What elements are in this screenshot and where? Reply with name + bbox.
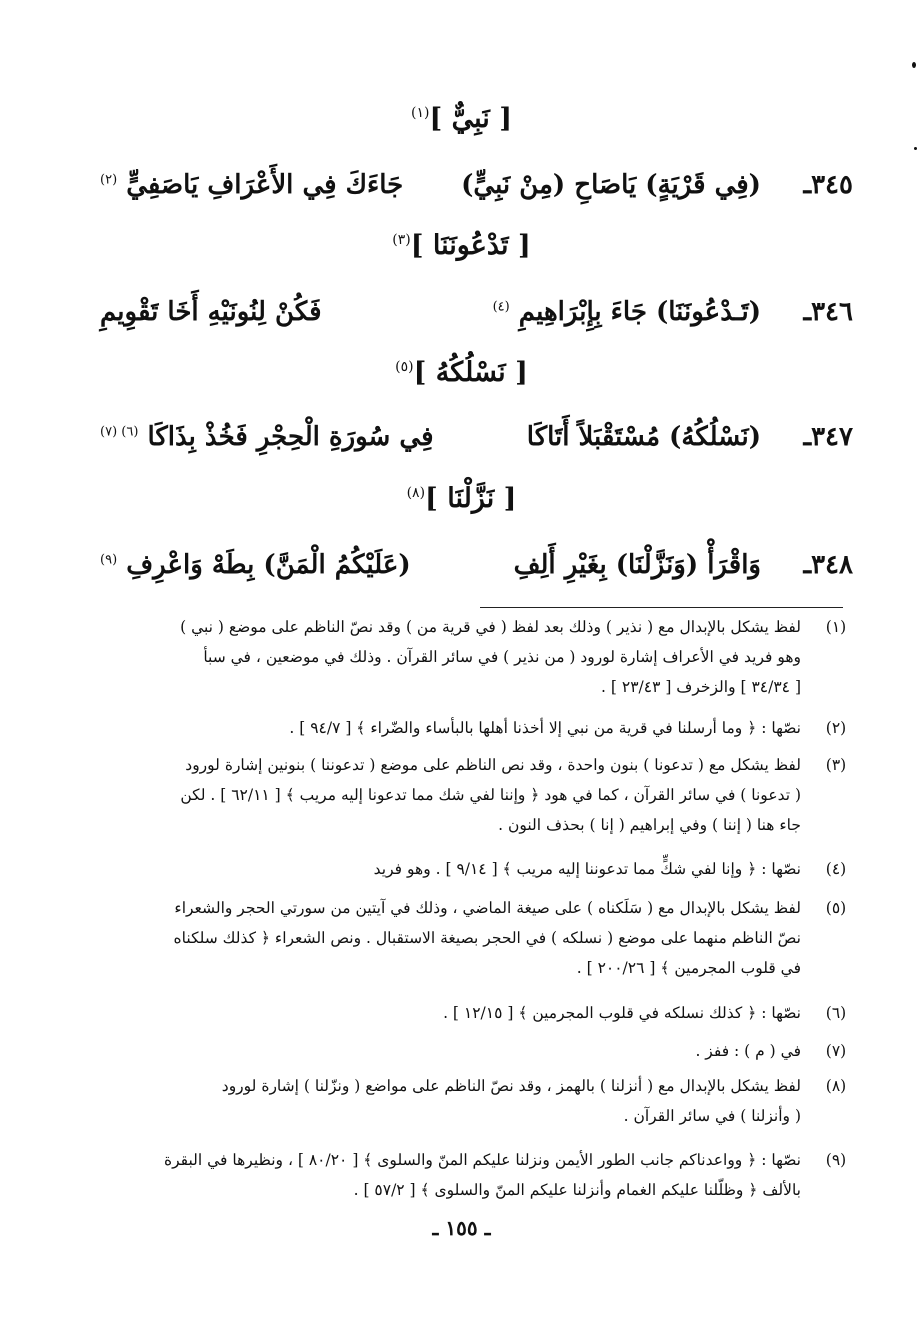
verse-second-hemistich: فِي سُورَةِ الْحِجْرِ فَخُذْ بِذَاكَا $^{(٦) (٧)}$ xyxy=(100,422,434,452)
footnote-line: في ( م ) : ففز . xyxy=(695,1042,801,1060)
footnote-ref: (٤) xyxy=(492,299,510,315)
verse-346 xyxy=(100,297,853,343)
footnote-number: (٥) xyxy=(825,899,847,917)
footnote-ref: (٣) xyxy=(392,232,411,248)
footnote-ref: (٨) xyxy=(406,485,426,501)
footnote-ref: (٩) xyxy=(100,552,118,568)
footnote-line: ( وأنزلنا ) في سائر القرآن . xyxy=(623,1107,801,1125)
footnote-line: نصّها : ﴿ وما أرسلنا في قرية من نبي إلا أخذنا أهلها بالبأساء والضّراء ﴾ [ ٩٤/٧ ] . xyxy=(289,719,801,737)
footnote-line: نصّ الناظم منهما على موضع ( نسلكه ) في الحجر بصيغة الاستقبال . ونص الشعراء ﴿ كذلك سلكناه xyxy=(173,929,801,947)
footnote-line: جاء هنا ( إننا ) وفي إبراهيم ( إنا ) بحذف النون . xyxy=(498,816,801,834)
footnote-line: نصّها : ﴿ وإنا لفي شكٍّ مما تدعوننا إليه مريب ﴾ [ ٩/١٤ ] . وهو فريد xyxy=(373,860,801,878)
footnote-text xyxy=(80,1145,801,1205)
verse-347 xyxy=(100,422,853,468)
page-number: ـ ١٥٥ ـ xyxy=(432,1216,491,1240)
footnote-text xyxy=(80,998,801,1028)
footnote-line: نصّها : ﴿ كذلك نسلكه في قلوب المجرمين ﴾ [ ١٢/١٥ ] . xyxy=(443,1004,801,1022)
footnote-text xyxy=(80,854,801,884)
verse-first-hemistich: (فِي قَرْيَةٍ) يَاصَاحِ (مِنْ نَبِيٍّ) xyxy=(461,170,761,200)
heading-nabiyy xyxy=(0,103,923,134)
footnote-number: (١) xyxy=(825,618,847,636)
footnote-line: لفظ يشكل بالإبدال مع ( نذير ) وذلك بعد لفظ ( في قرية من ) وقد نصّ الناظم على موضع ( نبي ) xyxy=(180,618,801,636)
heading-text: [ نَزَّلْنَا ] xyxy=(425,483,517,514)
footnote-number: (٦) xyxy=(825,1004,847,1022)
verse-second-hemistich: فَكُنْ لِنُونَيْهِ أَخَا تَقْوِيمِ xyxy=(100,297,322,327)
footnote-6 xyxy=(80,998,853,1028)
footnote-line: [ ٣٤/٣٤ ] والزخرف [ ٢٣/٤٣ ] . xyxy=(601,678,801,696)
verse-second-hemistich: (عَلَيْكُمُ الْمَنَّ) بِطَهْ وَاعْرِفِ $^{(٩)}$ xyxy=(100,550,411,580)
footnote-number: (٢) xyxy=(825,719,847,737)
footnote-text xyxy=(80,893,801,983)
footnote-text xyxy=(80,1036,801,1066)
heading-naslukuhu xyxy=(0,357,923,388)
footnote-ref: (٦) (٧) xyxy=(100,424,139,440)
footnote-4 xyxy=(80,854,853,884)
footnote-line: ( تدعونا ) في سائر القرآن ، كما في هود ﴿ وإننا لفي شك مما تدعونا إليه مريب ﴾ [ ٦٢/١١ ] . لكن xyxy=(180,786,801,804)
footnote-text xyxy=(80,1071,801,1131)
heading-nazzalna xyxy=(0,483,923,514)
footnote-1 xyxy=(80,612,853,702)
footnote-separator xyxy=(480,607,843,608)
heading-text: [ نَبِيٌّ ] xyxy=(429,103,512,134)
footnote-ref: (٢) xyxy=(100,172,118,188)
verse-first-hemistich: وَاقْرَأْ (وَنَزَّلْنَا) بِغَيْرِ أَلِفِ xyxy=(513,550,761,580)
verse-348 xyxy=(100,550,853,596)
verse-first-hemistich: (نَسْلُكُهُ) مُسْتَقْبَلاً أَتَاكَا xyxy=(526,422,761,452)
scan-speck xyxy=(914,147,917,150)
footnote-text xyxy=(80,612,801,702)
verse-first-hemistich: (تَـدْعُونَنَا) جَاءَ بِإِبْرَاهِيمِ $^{(٤)}$ xyxy=(492,297,761,327)
footnote-9 xyxy=(80,1145,853,1205)
verse-number: ٣٤٥ـ xyxy=(803,170,853,200)
scan-speck xyxy=(912,62,916,68)
footnote-number: (٨) xyxy=(825,1077,847,1095)
footnote-2 xyxy=(80,713,853,743)
footnote-number: (٧) xyxy=(825,1042,847,1060)
footnote-ref: (٥) xyxy=(395,359,414,375)
verse-second-hemistich: جَاءَكَ فِي الأَعْرَافِ يَاصَفِيٍّ $^{(٢)}$ xyxy=(100,170,404,200)
footnote-number: (٣) xyxy=(825,756,847,774)
footnote-5 xyxy=(80,893,853,983)
heading-tadunana xyxy=(0,230,923,261)
verse-number: ٣٤٦ـ xyxy=(803,297,853,327)
footnote-line: لفظ يشكل مع ( تدعونا ) بنون واحدة ، وقد نص الناظم على موضع ( تدعوننا ) بنونين إشارة لورود xyxy=(185,756,801,774)
verse-number: ٣٤٨ـ xyxy=(803,550,853,580)
footnote-text xyxy=(80,713,801,743)
footnote-line: نصّها : ﴿ وواعدناكم جانب الطور الأيمن ونزلنا عليكم المنّ والسلوى ﴾ [ ٨٠/٢٠ ] ، ونظيرها في البقرة xyxy=(163,1151,801,1169)
footnote-line: وهو فريد في الأعراف إشارة لورود ( من نذير ) في سائر القرآن . وذلك في موضعين ، في سبأ xyxy=(203,648,801,666)
footnote-line: لفظ يشكل بالإبدال مع ( أنزلنا ) بالهمز ، وقد نصّ الناظم على مواضع ( ونزّلنا ) إشارة لورود xyxy=(221,1077,801,1095)
footnote-number: (٤) xyxy=(825,860,847,878)
heading-text: [ نَسْلُكُهُ ] xyxy=(413,357,528,388)
verse-number: ٣٤٧ـ xyxy=(803,422,853,452)
footnote-text xyxy=(80,750,801,840)
verse-345 xyxy=(100,170,853,216)
footnote-number: (٩) xyxy=(825,1151,847,1169)
footnote-line: لفظ يشكل بالإبدال مع ( سَلَكناه ) على صيغة الماضي ، وذلك في آيتين من سورتي الحجر والشعراء xyxy=(174,899,801,917)
footnote-8 xyxy=(80,1071,853,1131)
footnote-3 xyxy=(80,750,853,840)
footnote-line: بالألف ﴿ وظلّلنا عليكم الغمام وأنزلنا عليكم المنّ والسلوى ﴾ [ ٥٧/٢ ] . xyxy=(353,1181,801,1199)
footnote-line: في قلوب المجرمين ﴾ [ ٢٠٠/٢٦ ] . xyxy=(576,959,801,977)
footnote-ref: (١) xyxy=(411,105,430,121)
heading-text: [ تَدْعُونَنَا ] xyxy=(410,230,531,261)
footnote-7 xyxy=(80,1036,853,1066)
